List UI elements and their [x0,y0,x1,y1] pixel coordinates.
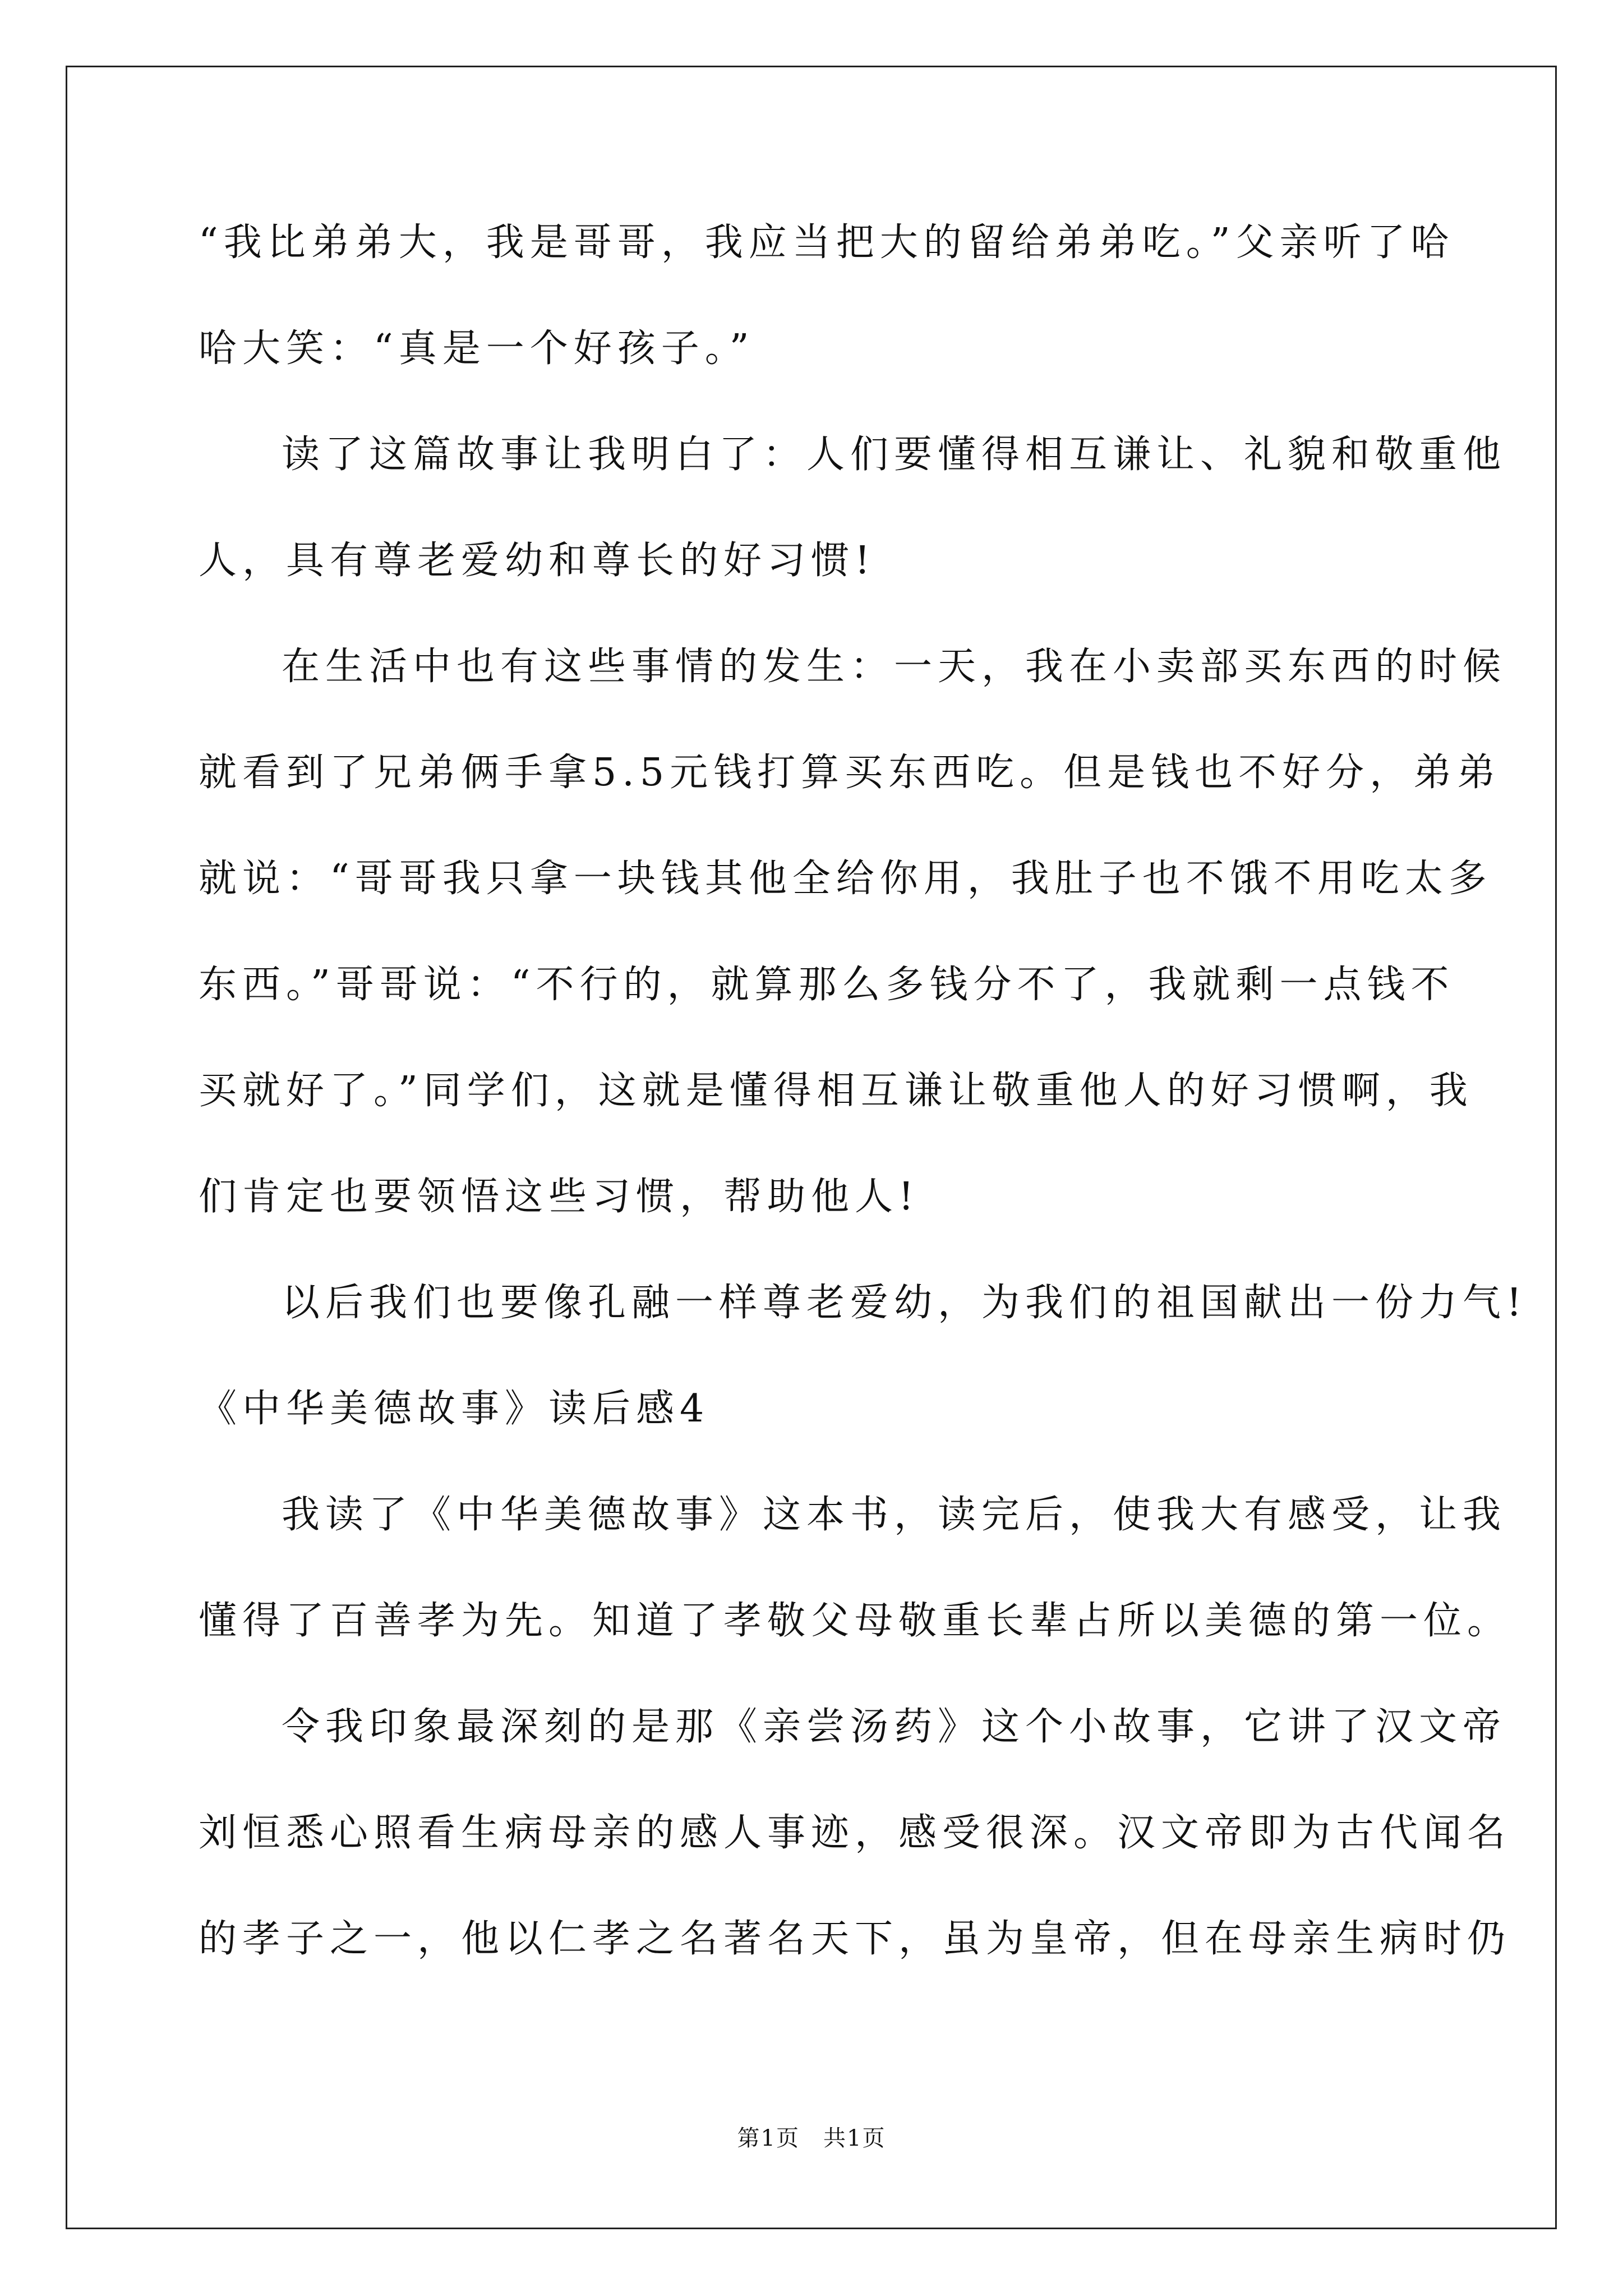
text-line: 哈大笑：“真是一个好孩子。” [199,326,755,371]
text-line: 读了这篇故事让我明白了：人们要懂得相互谦让、礼貌和敬重他 [282,432,1507,477]
text-line: 们肯定也要领悟这些习惯，帮助他人! [199,1175,920,1219]
section-heading: 《中华美德故事》读后感4 [199,1387,710,1431]
text-line: 我读了《中华美德故事》这本书，读完后，使我大有感受，让我 [282,1493,1507,1537]
text-line: 人，具有尊老爱幼和尊长的好习惯! [199,539,876,583]
text-line: 就说：“哥哥我只拿一块钱其他全给你用，我肚子也不饿不用吃太多 [199,857,1492,901]
text-line: 就看到了兄弟俩手拿5.5元钱打算买东西吃。但是钱也不好分，弟弟 [199,751,1501,795]
text-line: 买就好了。”同学们，这就是懂得相互谦让敬重他人的好习惯啊，我 [199,1069,1473,1113]
text-line: 东西。”哥哥说：“不行的，就算那么多钱分不了，我就剩一点钱不 [199,963,1455,1007]
text-line: 令我印象最深刻的是那《亲尝汤药》这个小故事，它讲了汉文帝 [282,1705,1507,1749]
text-line: 在生活中也有这些事情的发生：一天，我在小卖部买东西的时候 [282,645,1507,689]
text-line: “我比弟弟大，我是哥哥，我应当把大的留给弟弟吃。”父亲听了哈 [199,220,1455,265]
text-line: 的孝子之一，他以仁孝之名著名天下，虽为皇帝，但在母亲生病时仍 [199,1917,1511,1961]
text-line: 以后我们也要像孔融一样尊老爱幼，为我们的祖国献出一份力气! [282,1281,1528,1325]
page-border [66,66,1557,2229]
text-line: 懂得了百善孝为先。知道了孝敬父母敬重长辈占所以美德的第一位。 [199,1599,1511,1643]
page-footer: 第1页 共1页 [737,2125,886,2151]
text-line: 刘恒悉心照看生病母亲的感人事迹，感受很深。汉文帝即为古代闻名 [199,1811,1511,1855]
